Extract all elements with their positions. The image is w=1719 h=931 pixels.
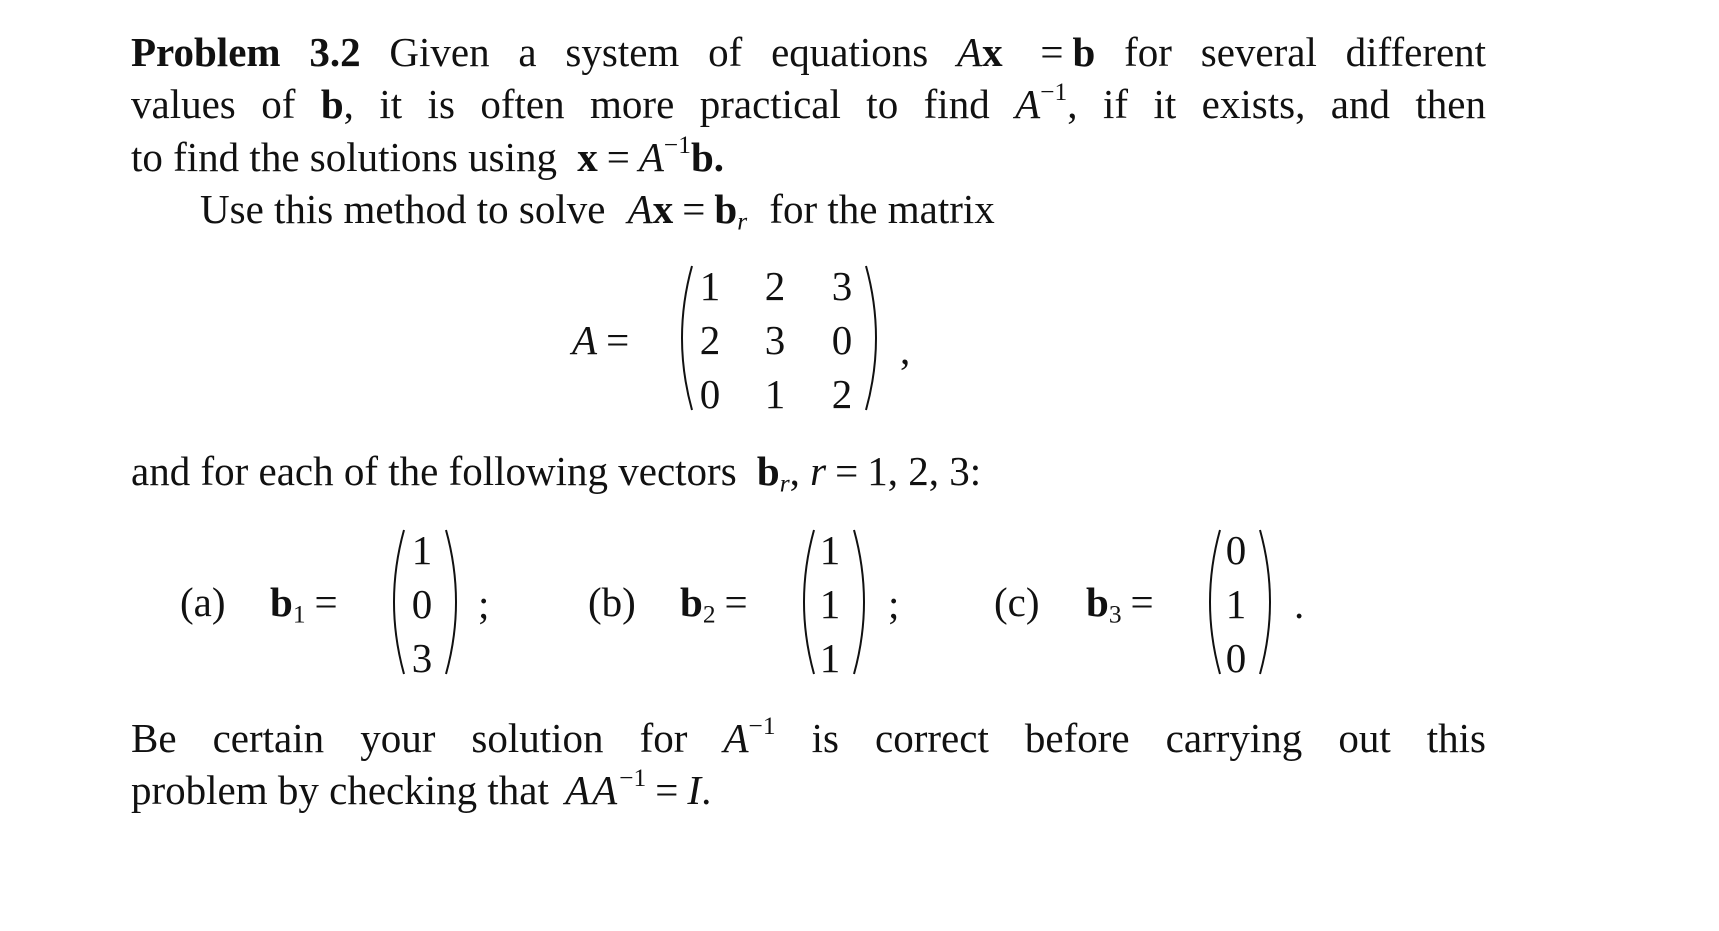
right-paren-icon <box>862 262 890 414</box>
closing-line-1 <box>131 712 1487 761</box>
vector-entry: 1 <box>819 527 841 573</box>
matrix-cell: 2 <box>831 371 853 417</box>
vector-trail: ; <box>478 581 490 627</box>
var-AA: AA <box>565 767 620 813</box>
var-A: A <box>638 134 664 180</box>
intro-values-of: values of <box>131 81 296 127</box>
intro-given: Given a system of equations <box>389 29 929 75</box>
inverse-exponent: −1 <box>619 764 647 793</box>
vector-tag: (b) <box>588 579 636 625</box>
intro-to-find: to find the solutions using <box>131 134 557 180</box>
vector-entry: 1 <box>819 635 841 681</box>
problem-line-3 <box>131 131 725 180</box>
vector-entry: 3 <box>411 635 433 681</box>
method-text: Use this method to solve <box>200 186 606 232</box>
var-b: b <box>320 81 344 127</box>
var-x: x <box>577 134 598 180</box>
var-A-inverse: A <box>1015 81 1041 127</box>
intro-practical: , it is often more practical to find <box>343 81 990 127</box>
vector-entry: 0 <box>1225 635 1247 681</box>
intro-if-exists: , if it exists, and then <box>1067 81 1487 127</box>
right-paren-icon <box>850 526 878 678</box>
var-x: x <box>982 29 1003 75</box>
var-A-inverse: $A^{-1}$ <box>723 712 776 761</box>
vector-entry: 1 <box>1225 581 1247 627</box>
vector-entry: 0 <box>1225 527 1247 573</box>
matrix-cell: 1 <box>764 371 786 417</box>
var-I: I <box>687 767 702 813</box>
equals-sign: = <box>606 134 630 180</box>
matrix-cell: 3 <box>831 263 853 309</box>
equals-sign: = <box>682 186 706 232</box>
matrix-cell: 2 <box>699 317 721 363</box>
comma: , <box>789 448 800 494</box>
closing-line-2 <box>131 764 712 813</box>
right-paren-icon <box>1256 526 1284 678</box>
vector-trail: . <box>1294 581 1305 627</box>
vector-tag: (a) <box>180 579 226 625</box>
equals-sign: = <box>655 767 679 813</box>
vectors-intro-text: and for each of the following vectors <box>131 448 737 494</box>
var-A: A <box>627 186 653 232</box>
vector-tag: (c) <box>994 579 1040 625</box>
var-A: A <box>957 29 983 75</box>
var-b: b <box>714 186 738 232</box>
vector-trail: ; <box>888 581 900 627</box>
var-b: b <box>1072 29 1096 75</box>
matrix-trailing-comma: , <box>900 327 911 373</box>
inverse-exponent: −1 <box>663 131 691 160</box>
closing-be-certain: Be certain your solution for <box>131 715 688 761</box>
equals-sign: = <box>835 448 859 494</box>
period: . <box>713 134 725 180</box>
vectors-intro-line <box>131 448 982 498</box>
problem-line-2 <box>131 78 1487 127</box>
var-x: x <box>652 186 674 232</box>
matrix-cell: 3 <box>764 317 786 363</box>
problem-heading-text: Problem 3.2 <box>131 29 361 75</box>
matrix-cell: 2 <box>764 263 786 309</box>
vector-label: $b_1$ = <box>270 579 338 629</box>
vector-entry: 1 <box>411 527 433 573</box>
inverse-exponent: −1 <box>1040 78 1068 107</box>
right-paren-icon <box>442 526 470 678</box>
closing-is-correct: is correct before carrying out this <box>811 715 1487 761</box>
method-tail: for the matrix <box>769 186 995 232</box>
var-b: b <box>690 134 714 180</box>
vector-entry: 0 <box>411 581 433 627</box>
matrix-label: A = <box>572 317 630 363</box>
subscript-r: r <box>737 207 748 236</box>
var-r: r <box>810 448 827 494</box>
intro-for-several: for several different <box>1124 29 1487 75</box>
problem-line-1 <box>131 29 1487 75</box>
vector-entry: 1 <box>819 581 841 627</box>
var-b: b <box>756 448 780 494</box>
method-line <box>200 186 995 236</box>
period: . <box>701 767 712 813</box>
vector-label: $b_3$ = <box>1086 579 1154 629</box>
matrix-cell: 0 <box>699 371 721 417</box>
matrix-cell: 1 <box>699 263 721 309</box>
vector-label: $b_2$ = <box>680 579 748 629</box>
closing-problem-by: problem by checking that <box>131 767 549 813</box>
r-values: 1, 2, 3: <box>867 448 982 494</box>
subscript-r: r <box>779 469 790 498</box>
matrix-cell: 0 <box>831 317 853 363</box>
equals-sign: = <box>1040 29 1064 75</box>
